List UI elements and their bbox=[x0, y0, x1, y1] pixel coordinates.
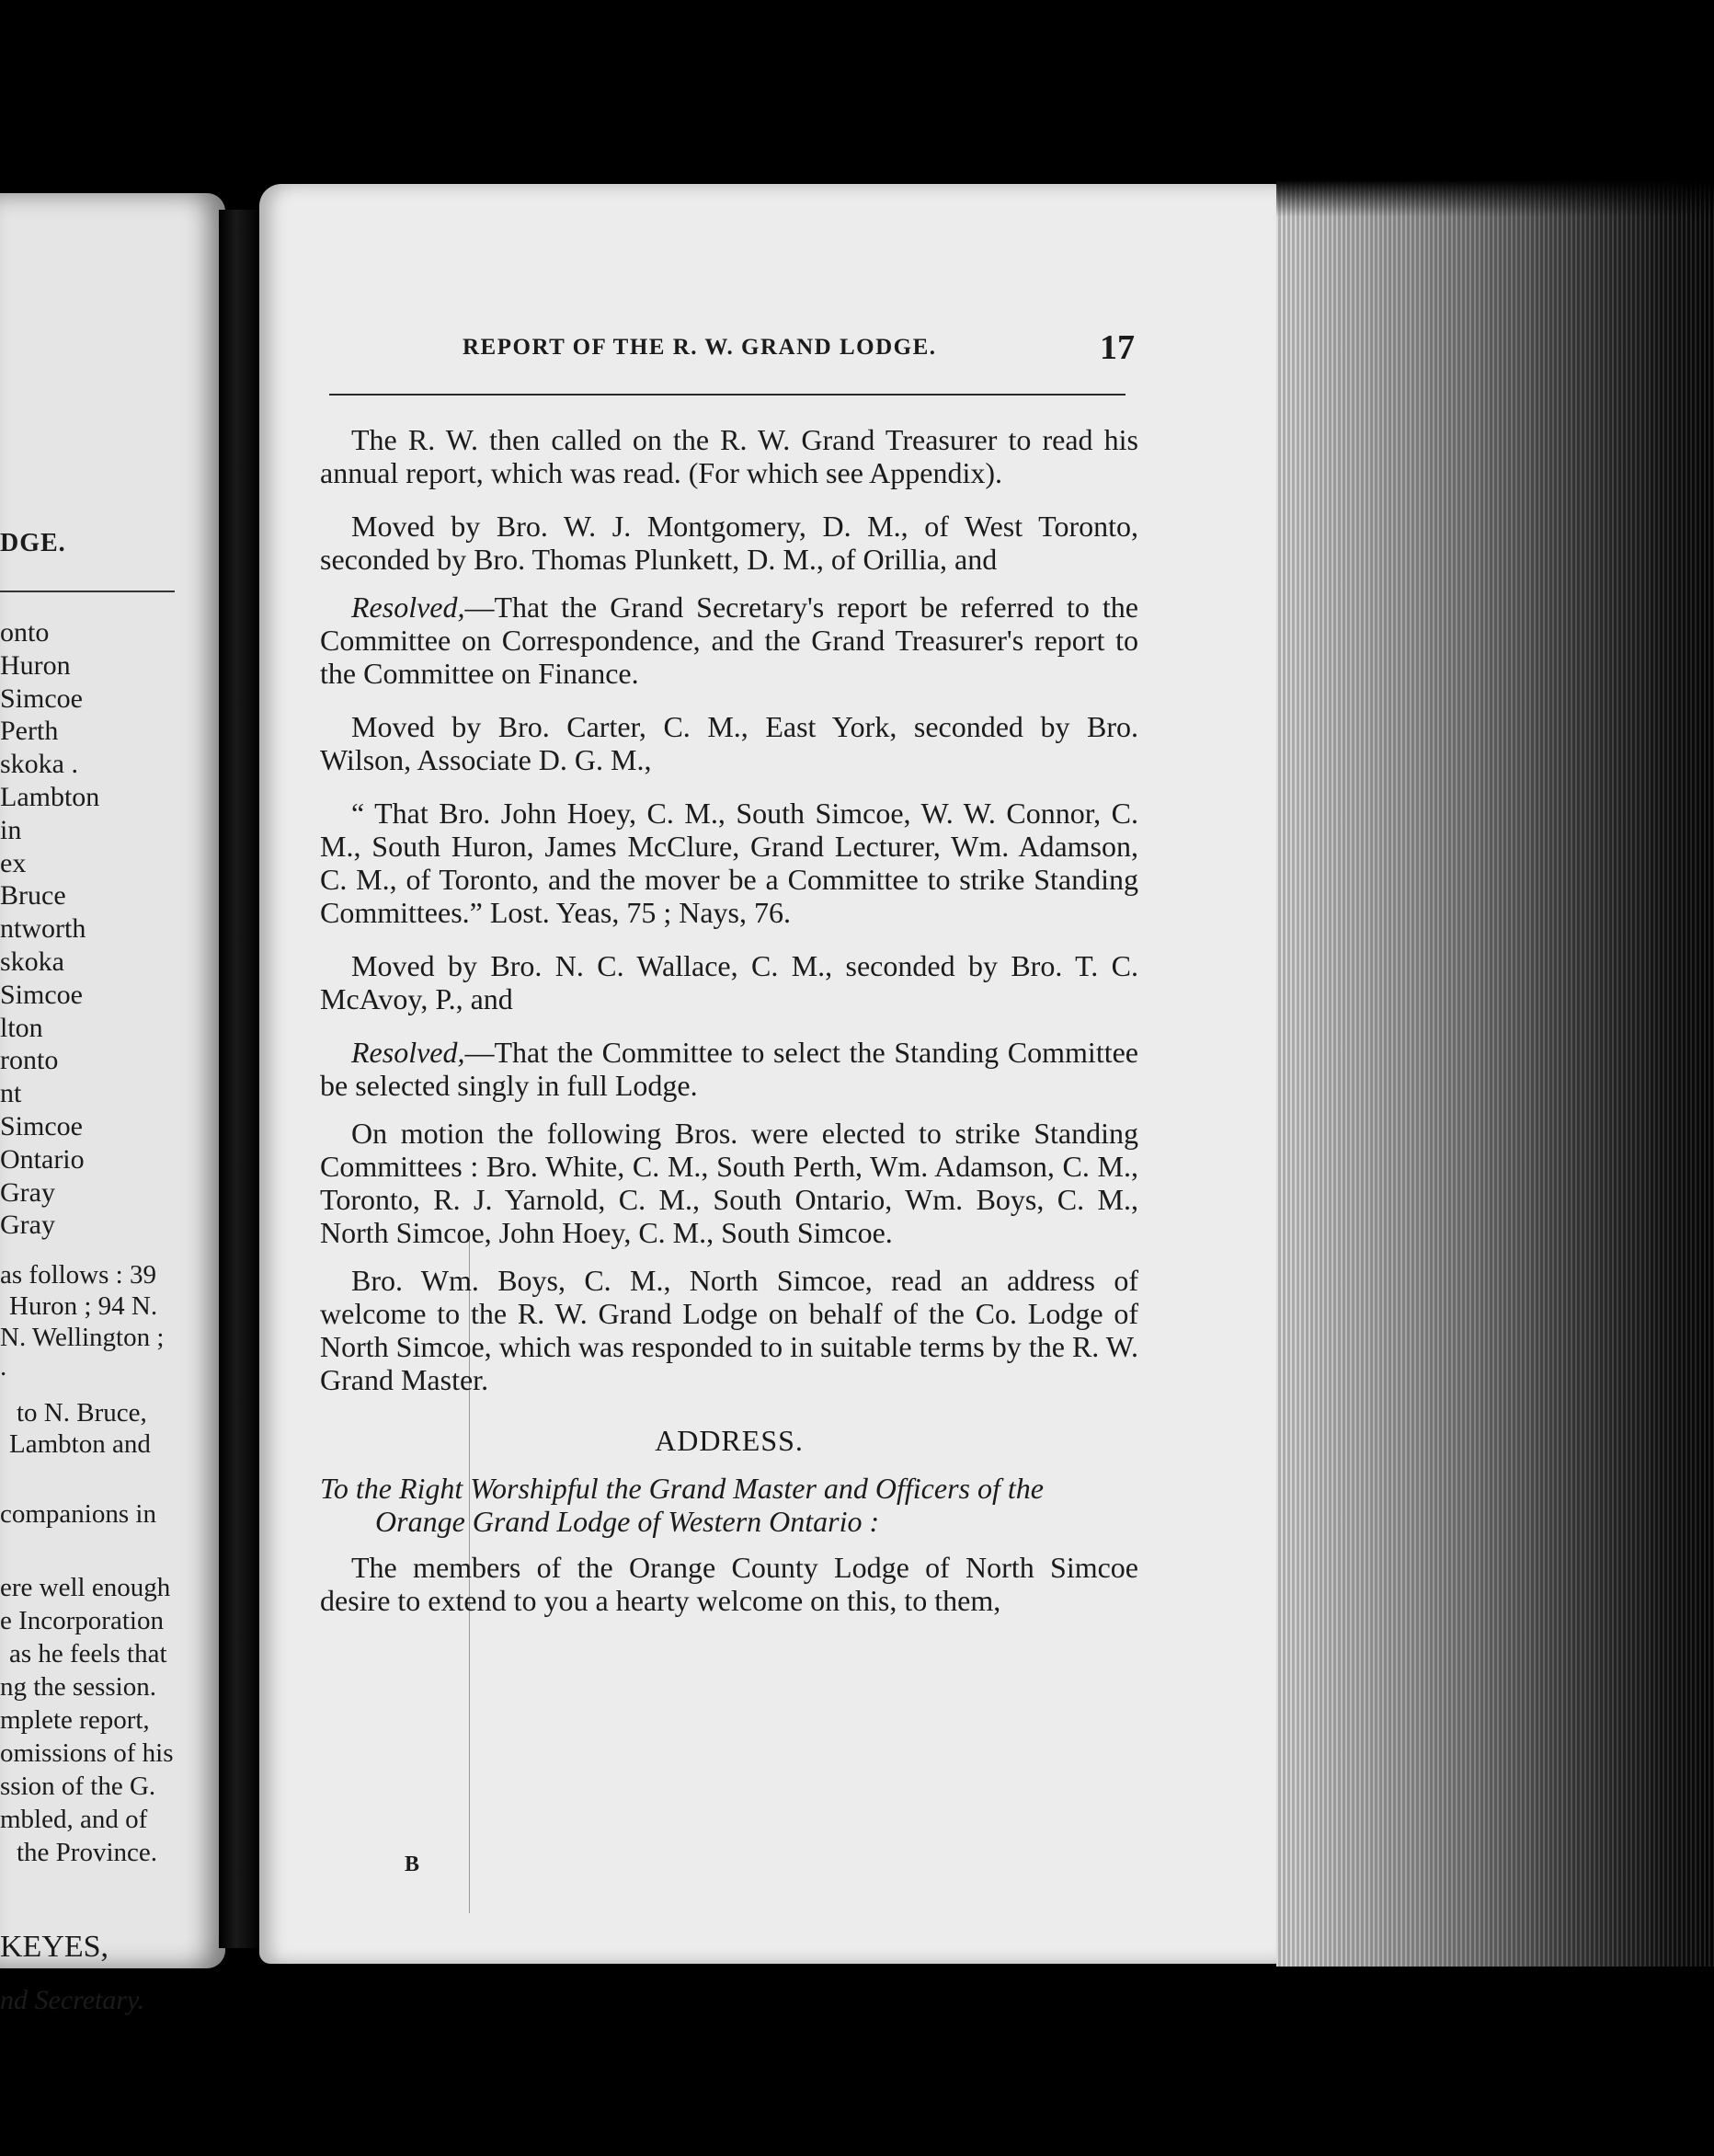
paragraph: Moved by Bro. W. J. Montgomery, D. M., of West Toronto, seconded by Bro. Thomas Plunkett, D. M., of Orillia, and bbox=[320, 510, 1138, 576]
list-item: Perth bbox=[0, 716, 59, 747]
list-item: ronto bbox=[0, 1045, 59, 1076]
signature-mark: B bbox=[405, 1852, 420, 1876]
left-page bbox=[0, 193, 225, 2015]
page-body bbox=[320, 423, 1138, 1637]
signature-name: KEYES, bbox=[0, 1930, 109, 1964]
left-text-line: ere well enough bbox=[0, 1573, 171, 1602]
paragraph: Moved by Bro. N. C. Wallace, C. M., seconded by Bro. T. C. McAvoy, P., and bbox=[320, 949, 1138, 1015]
left-text-line: ng the session. bbox=[0, 1672, 156, 1702]
left-text-line: N. Wellington ; bbox=[0, 1323, 165, 1352]
page-edges-shadow bbox=[1276, 180, 1714, 217]
list-item: lton bbox=[0, 1012, 43, 1043]
paragraph: “ That Bro. John Hoey, C. M., South Simcoe, W. W. Connor, C. M., South Huron, James McClure, Grand Lecturer, Wm. Adamson, C. M., of Toronto, and the mover be a Committee to strike Standing Committees.” Lost. Yeas, 75 ; Nays, 76. bbox=[320, 797, 1138, 929]
page-edges bbox=[1276, 180, 1714, 1967]
list-item: in bbox=[0, 814, 22, 845]
paragraph: Resolved,—That the Grand Secretary's report be referred to the Committee on Correspondence, and the Grand Treasurer's report to the Committee on Finance. bbox=[320, 591, 1138, 690]
list-item: Simcoe bbox=[0, 1110, 83, 1141]
running-head: REPORT OF THE R. W. GRAND LODGE. bbox=[463, 335, 937, 360]
left-page-header: DGE. bbox=[0, 529, 66, 557]
list-item: Lambton bbox=[0, 781, 100, 812]
paragraph: Bro. Wm. Boys, C. M., North Simcoe, read an address of welcome to the R. W. Grand Lodge on behalf of the Co. Lodge of North Simcoe, which was responded to in suitable terms by the R. W. Grand Master. bbox=[320, 1264, 1138, 1396]
left-text-line: mbled, and of bbox=[0, 1805, 148, 1834]
list-item: Huron bbox=[0, 649, 71, 681]
left-text-line: e Incorporation bbox=[0, 1606, 164, 1635]
left-text-line: ssion of the G. bbox=[0, 1772, 156, 1801]
page-number: 17 bbox=[1100, 328, 1135, 367]
left-text-line: to N. Bruce, bbox=[17, 1398, 147, 1428]
list-item: ntworth bbox=[0, 913, 86, 945]
left-text-line: the Province. bbox=[17, 1838, 158, 1867]
signature-title: nd Secretary. bbox=[0, 1985, 145, 2015]
list-item: nt bbox=[0, 1078, 22, 1109]
left-text-line: companions in bbox=[0, 1499, 156, 1529]
header-rule bbox=[329, 394, 1126, 396]
paragraph: Moved by Bro. Carter, C. M., East York, seconded by Bro. Wilson, Associate D. G. M., bbox=[320, 710, 1138, 776]
left-text-line: as he feels that bbox=[9, 1639, 167, 1669]
paragraph: The R. W. then called on the R. W. Grand Treasurer to read his annual report, which was read. (For which see Appendix). bbox=[320, 423, 1138, 489]
list-item: skoka . bbox=[0, 749, 78, 780]
list-item: ex bbox=[0, 847, 27, 878]
salutation: To the Right Worshipful the Grand Master and Officers of the Orange Grand Lodge of Western Ontario : bbox=[320, 1472, 1044, 1538]
list-item: Simcoe bbox=[0, 979, 83, 1010]
list-item: Gray bbox=[0, 1210, 55, 1241]
left-text-line: omissions of his bbox=[0, 1738, 174, 1768]
list-item: onto bbox=[0, 617, 50, 648]
resolved-label: Resolved, bbox=[351, 591, 465, 624]
paragraph: On motion the following Bros. were elected to strike Standing Committees : Bro. White, C. M., South Perth, Wm. Adamson, C. M., Toronto, R. J. Yarnold, C. M., South Ontario, Wm. Boys, C. M., North Simcoe, John Hoey, C. M., South Simcoe. bbox=[320, 1117, 1138, 1249]
paragraph: The members of the Orange County Lodge of North Simcoe desire to extend to you a hearty welcome on this, to them, bbox=[320, 1551, 1138, 1617]
left-text-line: . bbox=[0, 1352, 7, 1382]
left-text-line: Lambton and bbox=[9, 1429, 151, 1459]
left-text-line: mplete report, bbox=[0, 1705, 150, 1735]
book-gutter bbox=[219, 210, 261, 1948]
left-text-line: Huron ; 94 N. bbox=[9, 1291, 158, 1321]
left-text-line: as follows : 39 bbox=[0, 1260, 156, 1290]
list-item: Gray bbox=[0, 1176, 55, 1208]
paragraph: Resolved,—That the Committee to select the Standing Committee be selected singly in full Lodge. bbox=[320, 1036, 1138, 1102]
list-item: Bruce bbox=[0, 880, 66, 912]
list-item: skoka bbox=[0, 946, 64, 977]
resolved-label: Resolved, bbox=[351, 1036, 465, 1069]
list-item: Ontario bbox=[0, 1143, 85, 1175]
list-item: Simcoe bbox=[0, 682, 83, 714]
address-heading: ADDRESS. bbox=[655, 1424, 804, 1457]
left-header-rule bbox=[0, 591, 175, 592]
county-list bbox=[0, 616, 99, 1242]
